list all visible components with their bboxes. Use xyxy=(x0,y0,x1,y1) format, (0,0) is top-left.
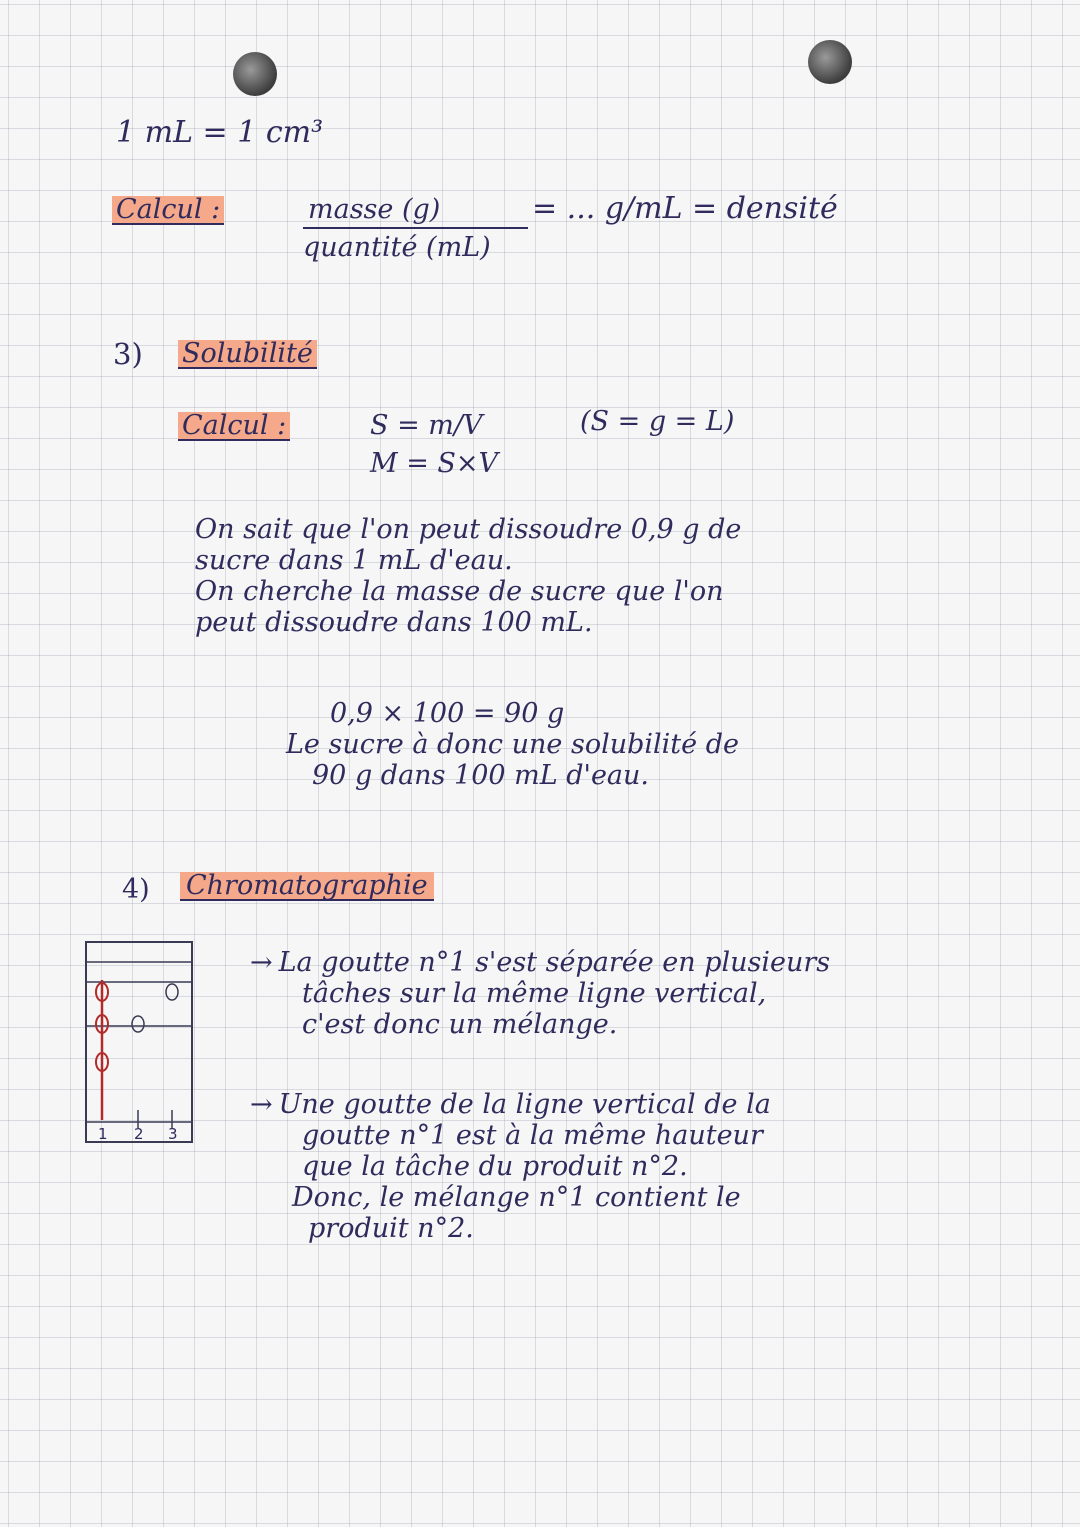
text-line: que la tâche du produit n°2. xyxy=(302,1151,688,1182)
text-line: Donc, le mélange n°1 contient le xyxy=(292,1182,741,1213)
solubility-calculation: 0,9 × 100 = 90 g xyxy=(330,698,565,729)
text-line: On sait que l'on peut dissoudre 0,9 g de xyxy=(195,514,742,545)
fraction-bar xyxy=(303,227,528,229)
solubility-formula-2: M = S×V xyxy=(370,448,499,479)
unit-equivalence: 1 mL = 1 cm³ xyxy=(116,115,324,150)
text-line: Le sucre à donc une solubilité de xyxy=(286,729,739,760)
density-denominator: quantité (mL) xyxy=(303,232,491,263)
binder-hole-left xyxy=(233,52,277,96)
solubility-conclusion xyxy=(286,730,739,792)
arrow-icon: → xyxy=(250,947,273,978)
binder-hole-right xyxy=(808,40,852,84)
chromatography-point-2 xyxy=(250,1090,771,1245)
density-result: = ... g/mL = densité xyxy=(532,191,838,226)
text-line: peut dissoudre dans 100 mL. xyxy=(195,607,593,638)
density-calc-label: Calcul : xyxy=(112,196,224,225)
text-line: produit n°2. xyxy=(308,1213,474,1244)
text-line: sucre dans 1 mL d'eau. xyxy=(195,545,513,576)
chromatography-diagram xyxy=(84,940,196,1150)
arrow-icon: → xyxy=(250,1089,273,1120)
section-4-number: 4) xyxy=(122,874,150,905)
text-line: c'est donc un mélange. xyxy=(302,1009,618,1040)
text-line: 90 g dans 100 mL d'eau. xyxy=(312,760,649,791)
solubility-text xyxy=(195,515,741,639)
section-4-heading: Chromatographie xyxy=(180,872,434,901)
text-line: goutte n°1 est à la même hauteur xyxy=(302,1120,763,1151)
section-3-heading: Solubilité xyxy=(178,340,317,369)
diagram-label-2: 2 xyxy=(134,1125,144,1143)
chromatography-point-1 xyxy=(250,948,830,1041)
section-3-number: 3) xyxy=(113,337,143,371)
text-line: On cherche la masse de sucre que l'on xyxy=(195,576,724,607)
solubility-formula-units: (S = g = L) xyxy=(580,406,735,437)
diagram-label-3: 3 xyxy=(168,1125,178,1143)
solubility-calc-label: Calcul : xyxy=(178,412,290,441)
diagram-label-1: 1 xyxy=(98,1125,108,1143)
text-line: tâches sur la même ligne vertical, xyxy=(302,978,767,1009)
solubility-formula-1: S = m/V xyxy=(370,410,483,441)
text-line: Une goutte de la ligne vertical de la xyxy=(278,1089,771,1120)
density-numerator: masse (g) xyxy=(308,194,441,225)
text-line: La goutte n°1 s'est séparée en plusieurs xyxy=(278,947,831,978)
